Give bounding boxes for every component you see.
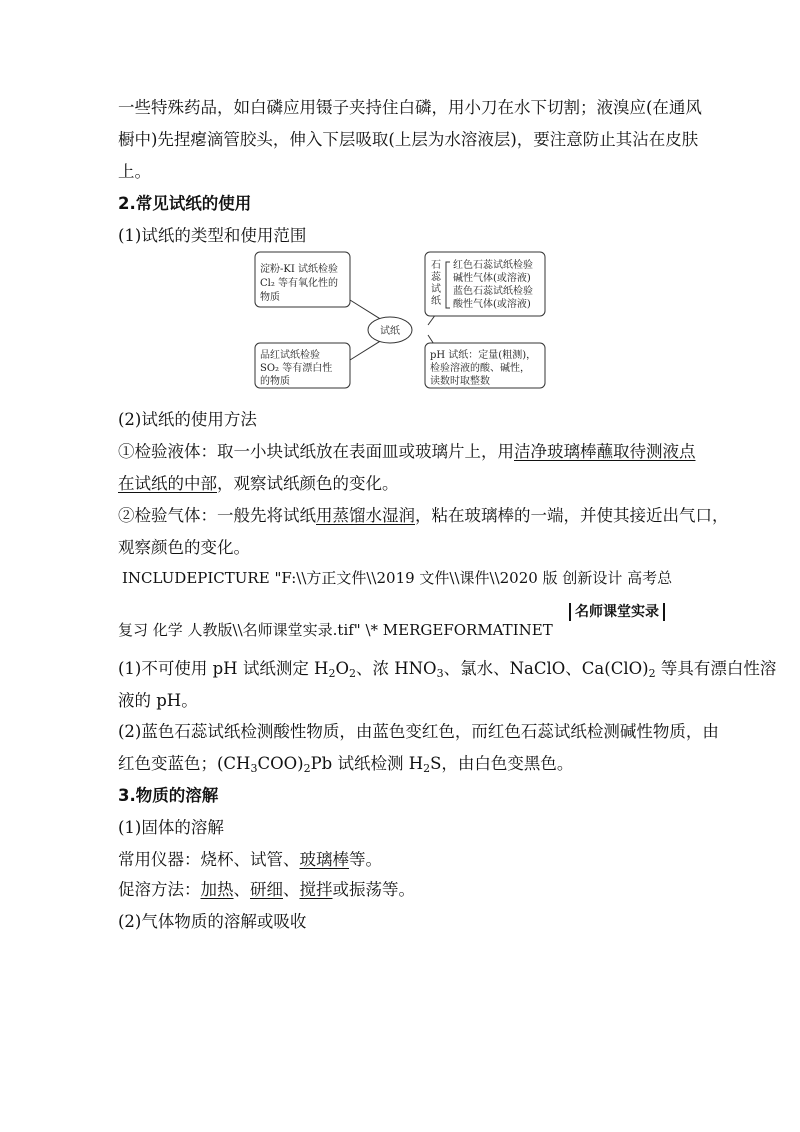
sep: 、 xyxy=(283,880,300,899)
note-2-c: COO) xyxy=(257,754,304,773)
liquid-line-2 xyxy=(118,472,399,496)
subheading-types: (1)试纸的类型和使用范围 xyxy=(118,226,307,245)
section-heading-dissolution: 3.物质的溶解 xyxy=(118,786,219,805)
tr-line-4: 酸性气体(或溶液) xyxy=(453,299,531,310)
instruments-end: 等。 xyxy=(349,850,382,869)
liquid-text-b: ，观察试纸颜色的变化。 xyxy=(217,474,399,493)
include-field-line-1: INCLUDEPICTURE "F:\\方正文件\\2019 文件\\课件\\2020 版 创新设计 高考总 xyxy=(122,569,673,587)
bl-line-2: SO₂ 等有漂白性 xyxy=(260,363,333,374)
sub-2: 2 xyxy=(648,667,656,680)
liquid-underline-1: 洁净玻璃棒蘸取待测液点 xyxy=(514,442,696,461)
gas-text-b: ，粘在玻璃棒的一端，并使其接近出气口， xyxy=(415,506,729,525)
gas-underline: 用蒸馏水湿润 xyxy=(316,506,415,525)
note-1-d: 、氯水、NaClO、Ca(ClO) xyxy=(443,659,649,678)
note-2-line-2 xyxy=(118,752,573,776)
sub-2: 2 xyxy=(328,667,336,680)
tl-line-2: Cl₂ 等有氧化性的 xyxy=(260,278,339,289)
br-line-2: 检验溶液的酸、碱性， xyxy=(430,363,530,374)
br-line-3: 读数时取整数 xyxy=(430,376,490,387)
methods-text: 促溶方法： xyxy=(118,880,201,899)
para-line-3: 上。 xyxy=(118,162,151,181)
note-1-line-1 xyxy=(118,657,776,681)
para-line-1: 一些特殊药品，如白磷应用镊子夹持住白磷，用小刀在水下切割；液溴应(在通风 xyxy=(118,98,702,117)
sub-3: 3 xyxy=(436,667,444,680)
instruments-underline: 玻璃棒 xyxy=(299,850,349,869)
note-1-b: O xyxy=(335,659,349,678)
section-heading-test-paper: 2.常见试纸的使用 xyxy=(118,194,252,213)
liquid-line-1 xyxy=(118,440,696,464)
bl-line-3: 的物质 xyxy=(260,376,290,387)
center-label: 试纸 xyxy=(380,326,400,337)
tr-side-3: 试 xyxy=(431,284,441,295)
instruments-line xyxy=(118,848,382,872)
tr-side-1: 石 xyxy=(431,260,441,271)
classroom-record-badge: 名师课堂实录 xyxy=(569,603,665,621)
subheading-solid: (1)固体的溶解 xyxy=(118,818,224,837)
note-1-c: 、浓 HNO xyxy=(355,659,437,678)
method-heating: 加热 xyxy=(200,880,234,899)
methods-line xyxy=(118,878,415,902)
sub-2: 2 xyxy=(303,762,311,775)
tr-line-2: 碱性气体(或溶液) xyxy=(453,273,531,284)
note-1-e: 等具有漂白性溶 xyxy=(655,659,777,678)
tr-line-1: 红色石蕊试纸检验 xyxy=(453,260,533,271)
note-2-d: Pb 试纸检测 H xyxy=(310,754,424,773)
subheading-usage: (2)试纸的使用方法 xyxy=(118,410,257,429)
method-grinding: 研细 xyxy=(250,880,283,899)
gas-line-2: 观察颜色的变化。 xyxy=(118,538,250,557)
sep: 、 xyxy=(233,880,250,899)
liquid-underline-2: 在试纸的中部 xyxy=(118,474,217,493)
para-line-2: 橱中)先捏瘪滴管胶头，伸入下层吸取(上层为水溶液层)，要注意防止其沾在皮肤 xyxy=(118,130,699,149)
note-2-e: S，由白色变黑色。 xyxy=(430,754,574,773)
sub-2: 2 xyxy=(348,667,356,680)
methods-end: 或振荡等。 xyxy=(332,880,415,899)
tr-side-2: 蕊 xyxy=(431,272,441,283)
method-stirring: 搅拌 xyxy=(299,880,333,899)
sub-2: 2 xyxy=(423,762,431,775)
note-1-line-2: 液的 pH。 xyxy=(118,691,198,710)
note-2-line-1: (2)蓝色石蕊试纸检测酸性物质，由蓝色变红色，而红色石蕊试纸检测碱性物质，由 xyxy=(118,722,719,741)
tr-line-3: 蓝色石蕊试纸检验 xyxy=(453,286,533,297)
subheading-gas: (2)气体物质的溶解或吸收 xyxy=(118,912,307,931)
note-1-a: (1)不可使用 pH 试纸测定 H xyxy=(118,659,329,678)
liquid-text-a: ①检验液体：取一小块试纸放在表面皿或玻璃片上，用 xyxy=(118,442,514,461)
note-2-b: 红色变蓝色；(CH xyxy=(118,754,251,773)
instruments-text: 常用仪器：烧杯、试管、 xyxy=(118,850,300,869)
bl-line-1: 品红试纸检验 xyxy=(260,350,320,361)
gas-line-1 xyxy=(118,504,729,528)
br-line-1: pH 试纸：定量(粗测)， xyxy=(430,350,537,361)
include-field-line-2: 复习 化学 人教版\\名师课堂实录.tif" \* MERGEFORMATINET xyxy=(118,621,553,639)
test-paper-diagram xyxy=(0,0,800,400)
gas-text-a: ②检验气体：一般先将试纸 xyxy=(118,506,316,525)
tl-line-3: 物质 xyxy=(260,292,280,303)
tr-side-4: 纸 xyxy=(431,296,441,307)
tl-line-1: 淀粉-KI 试纸检验 xyxy=(260,264,338,275)
sub-3: 3 xyxy=(250,762,258,775)
